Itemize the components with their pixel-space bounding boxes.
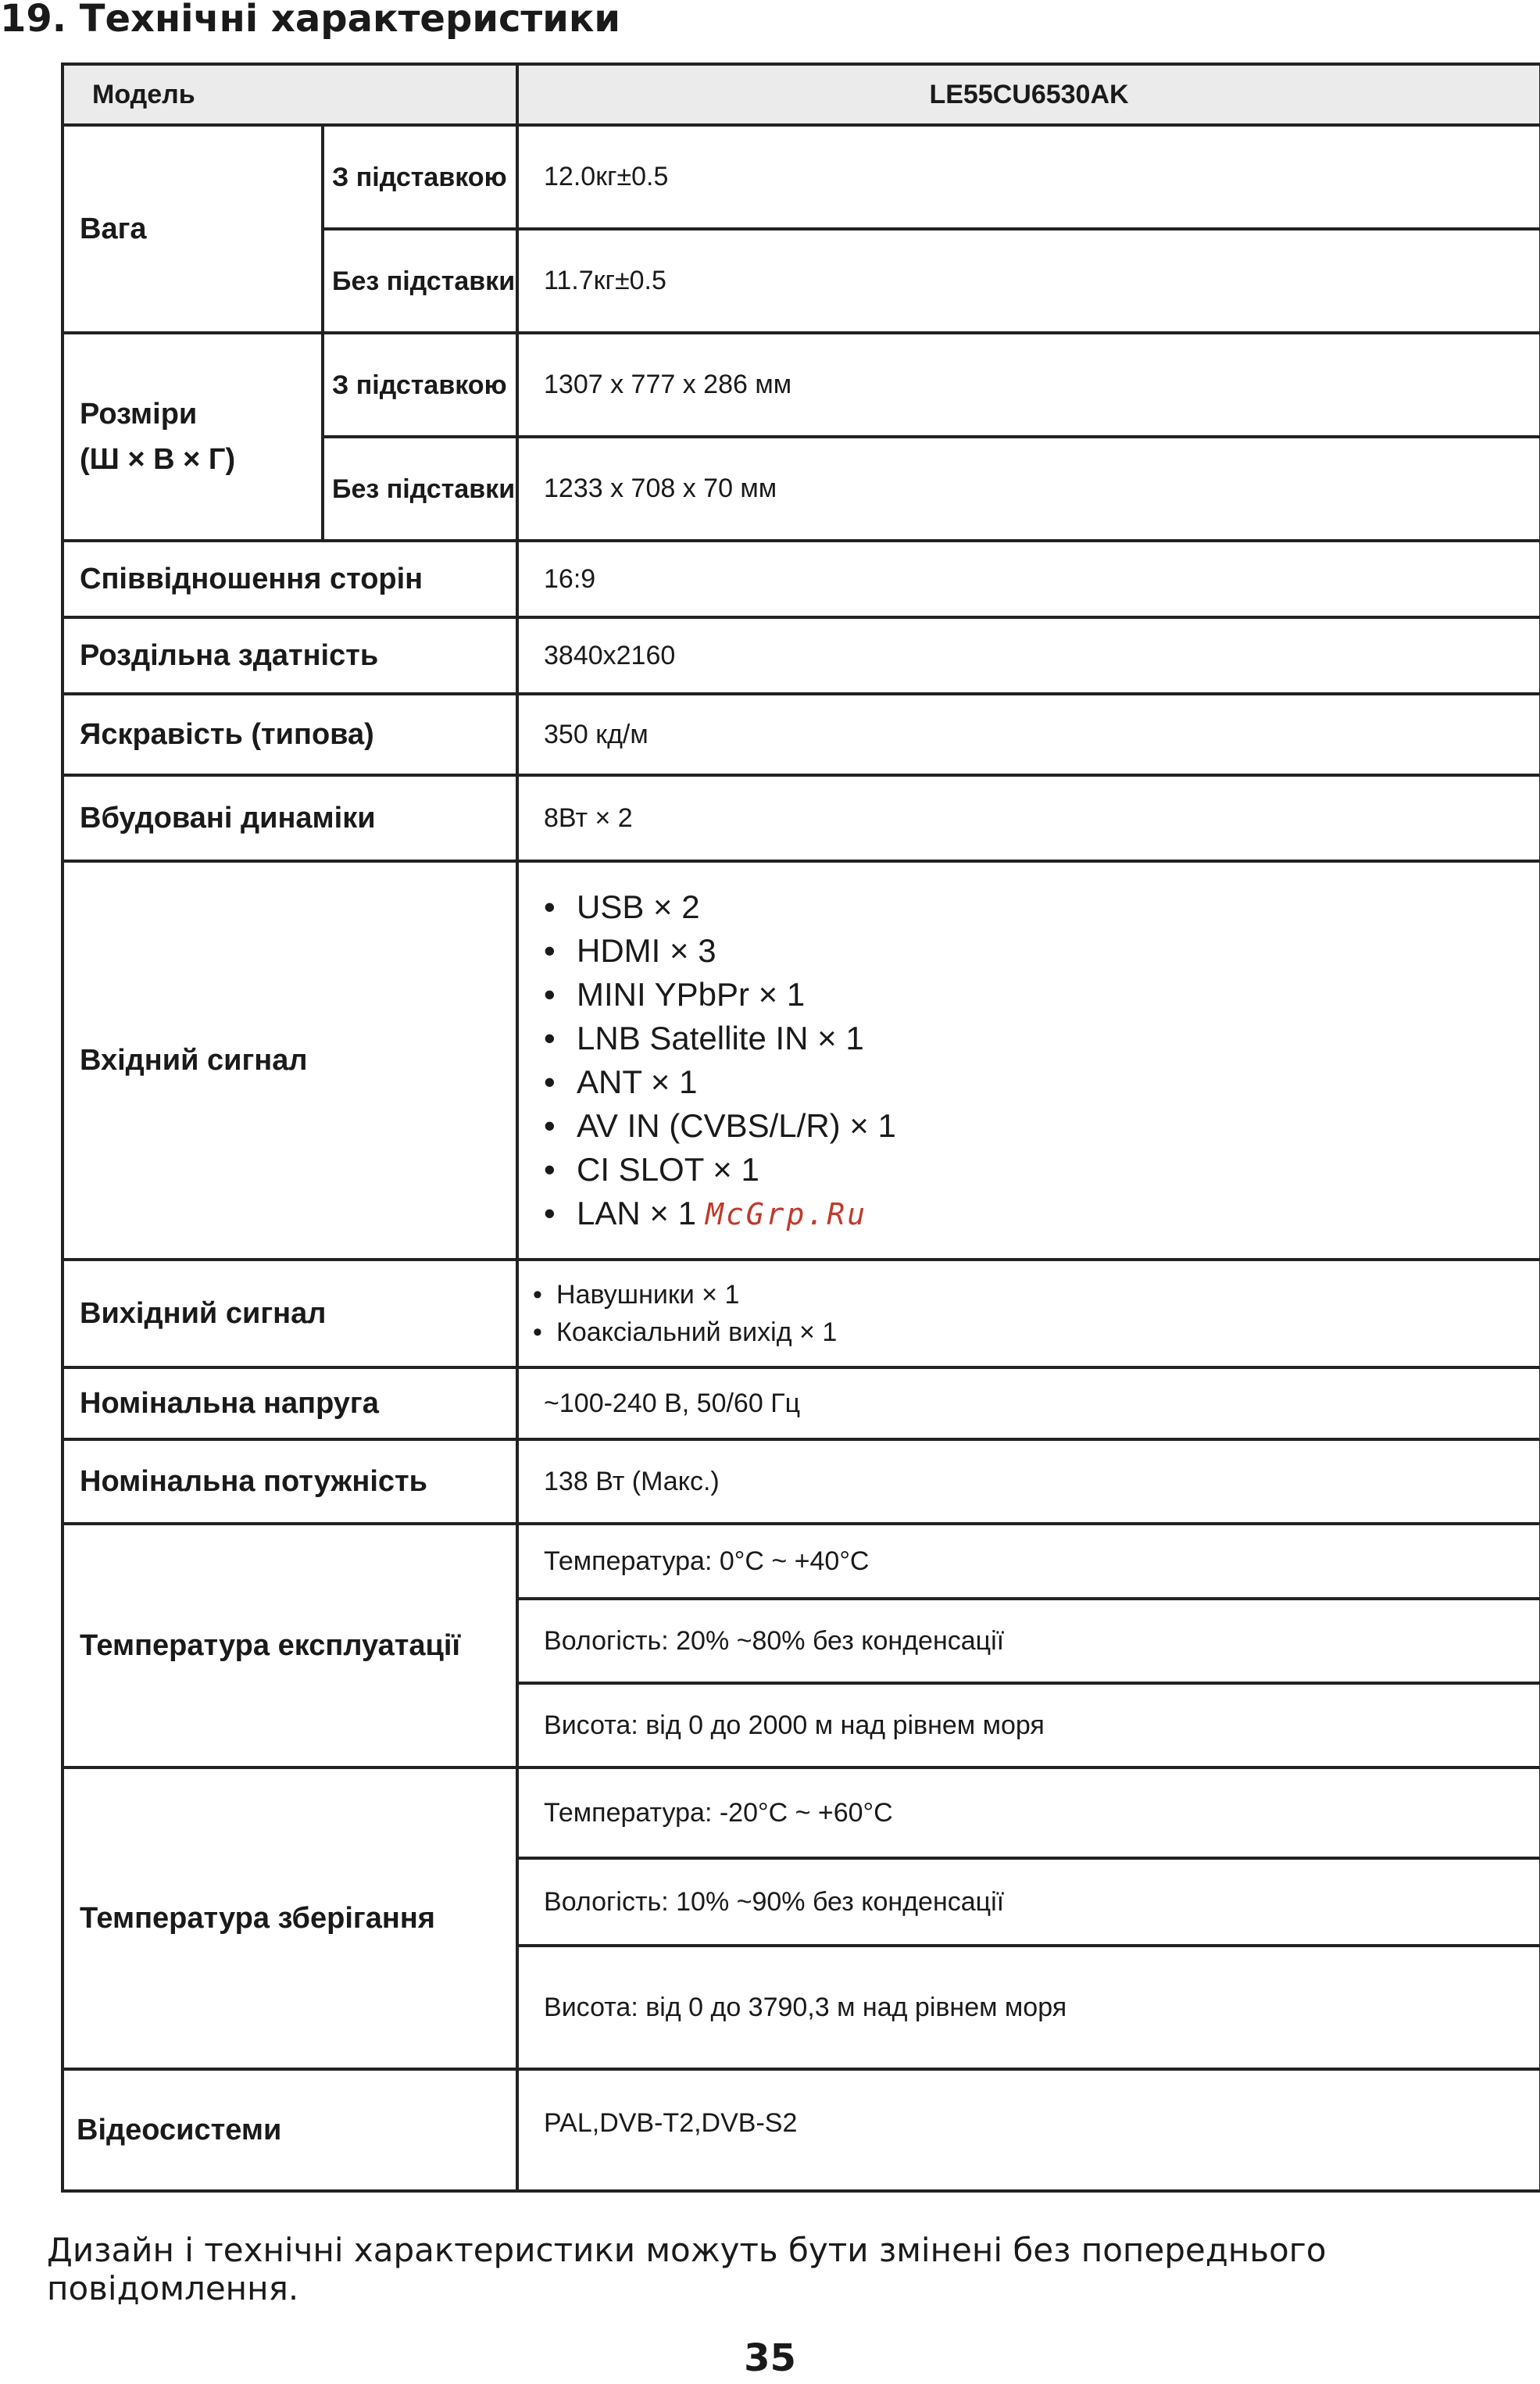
brightness-label: Яскравість (типова) bbox=[63, 694, 517, 775]
voltage-value: ~100-240 В, 50/60 Гц bbox=[517, 1367, 1540, 1439]
speakers-value: 8Вт × 2 bbox=[517, 775, 1540, 861]
dimensions-with-stand-value: 1307 x 777 x 286 мм bbox=[517, 333, 1540, 437]
input-label: Вхідний сигнал bbox=[63, 861, 517, 1260]
table-row bbox=[63, 125, 1540, 229]
resolution-value: 3840x2160 bbox=[517, 617, 1540, 694]
operating-label: Температура експлуатації bbox=[63, 1524, 517, 1767]
brightness-value: 350 кд/м bbox=[517, 694, 1540, 775]
table-row bbox=[63, 333, 1540, 437]
video-value: PAL,DVB-T2,DVB-S2 bbox=[517, 2069, 1540, 2191]
list-item: • AV IN (CVBS/L/R) × 1 bbox=[544, 1104, 1539, 1148]
input-list bbox=[544, 885, 1539, 1236]
power-value: 138 Вт (Макс.) bbox=[517, 1439, 1540, 1524]
table-row bbox=[63, 2069, 1540, 2191]
disclaimer-note: Дизайн і технічні характеристики можуть бути змінені без попереднього повідомлення. bbox=[47, 2231, 1327, 2307]
model-label: Модель bbox=[63, 64, 517, 125]
list-item: • Навушники × 1 bbox=[533, 1276, 1539, 1314]
model-value: LE55CU6530AK bbox=[517, 64, 1540, 125]
weight-with-stand-value: 12.0кг±0.5 bbox=[517, 125, 1540, 229]
table-row bbox=[63, 694, 1540, 775]
storage-label: Температура зберігання bbox=[63, 1767, 517, 2069]
table-row bbox=[63, 775, 1540, 861]
list-item: • CI SLOT × 1 bbox=[544, 1148, 1539, 1192]
output-value bbox=[517, 1260, 1540, 1367]
list-item: • MINI YPbPr × 1 bbox=[544, 973, 1539, 1017]
video-label: Відеосистеми bbox=[63, 2069, 517, 2191]
dimensions-with-stand-label: З підставкою bbox=[323, 333, 517, 437]
page-title: 19. Технічні характеристики bbox=[0, 0, 621, 41]
storage-temperature: Температура: -20°C ~ +60°C bbox=[517, 1767, 1540, 1858]
output-list bbox=[533, 1276, 1539, 1351]
storage-altitude: Висота: від 0 до 3790,3 м над рівнем моря bbox=[517, 1946, 1540, 2069]
table-row bbox=[63, 1260, 1540, 1367]
weight-label: Вага bbox=[63, 125, 323, 333]
weight-with-stand-label: З підставкою bbox=[323, 125, 517, 229]
list-item: • USB × 2 bbox=[544, 885, 1539, 929]
resolution-label: Роздільна здатність bbox=[63, 617, 517, 694]
dimensions-label-line2: (Ш × В × Г) bbox=[80, 443, 236, 476]
list-item-text: LAN × 1 bbox=[577, 1194, 696, 1231]
list-item: • ANT × 1 bbox=[544, 1060, 1539, 1104]
power-label: Номінальна потужність bbox=[63, 1439, 517, 1524]
dimensions-label-line1: Розміри bbox=[80, 398, 198, 431]
spec-table bbox=[61, 63, 1540, 2193]
operating-altitude: Висота: від 0 до 2000 м над рівнем моря bbox=[517, 1683, 1540, 1767]
page-number: 35 bbox=[744, 2336, 796, 2380]
aspect-value: 16:9 bbox=[517, 541, 1540, 617]
list-item: • LNB Satellite IN × 1 bbox=[544, 1017, 1539, 1060]
storage-humidity: Вологість: 10% ~90% без конденсації bbox=[517, 1858, 1540, 1946]
list-item bbox=[544, 1192, 1539, 1236]
list-item: • Коаксіальний вихід × 1 bbox=[533, 1314, 1539, 1351]
input-value bbox=[517, 861, 1540, 1260]
operating-temperature: Температура: 0°C ~ +40°C bbox=[517, 1524, 1540, 1599]
table-header-row bbox=[63, 64, 1540, 125]
weight-without-stand-value: 11.7кг±0.5 bbox=[517, 229, 1540, 333]
aspect-label: Співвідношення сторін bbox=[63, 541, 517, 617]
table-row bbox=[63, 617, 1540, 694]
watermark: McGrp.Ru bbox=[705, 1196, 867, 1231]
operating-humidity: Вологість: 20% ~80% без конденсації bbox=[517, 1599, 1540, 1683]
table-row bbox=[63, 861, 1540, 1260]
table-row bbox=[63, 1767, 1540, 1858]
dimensions-label bbox=[63, 333, 323, 541]
speakers-label: Вбудовані динаміки bbox=[63, 775, 517, 861]
dimensions-without-stand-label: Без підставки bbox=[323, 437, 517, 541]
voltage-label: Номінальна напруга bbox=[63, 1367, 517, 1439]
weight-without-stand-label: Без підставки bbox=[323, 229, 517, 333]
dimensions-without-stand-value: 1233 x 708 x 70 мм bbox=[517, 437, 1540, 541]
output-label: Вихідний сигнал bbox=[63, 1260, 517, 1367]
table-row bbox=[63, 541, 1540, 617]
table-row bbox=[63, 1367, 1540, 1439]
list-item: • HDMI × 3 bbox=[544, 929, 1539, 973]
table-row bbox=[63, 1524, 1540, 1599]
table-row bbox=[63, 1439, 1540, 1524]
